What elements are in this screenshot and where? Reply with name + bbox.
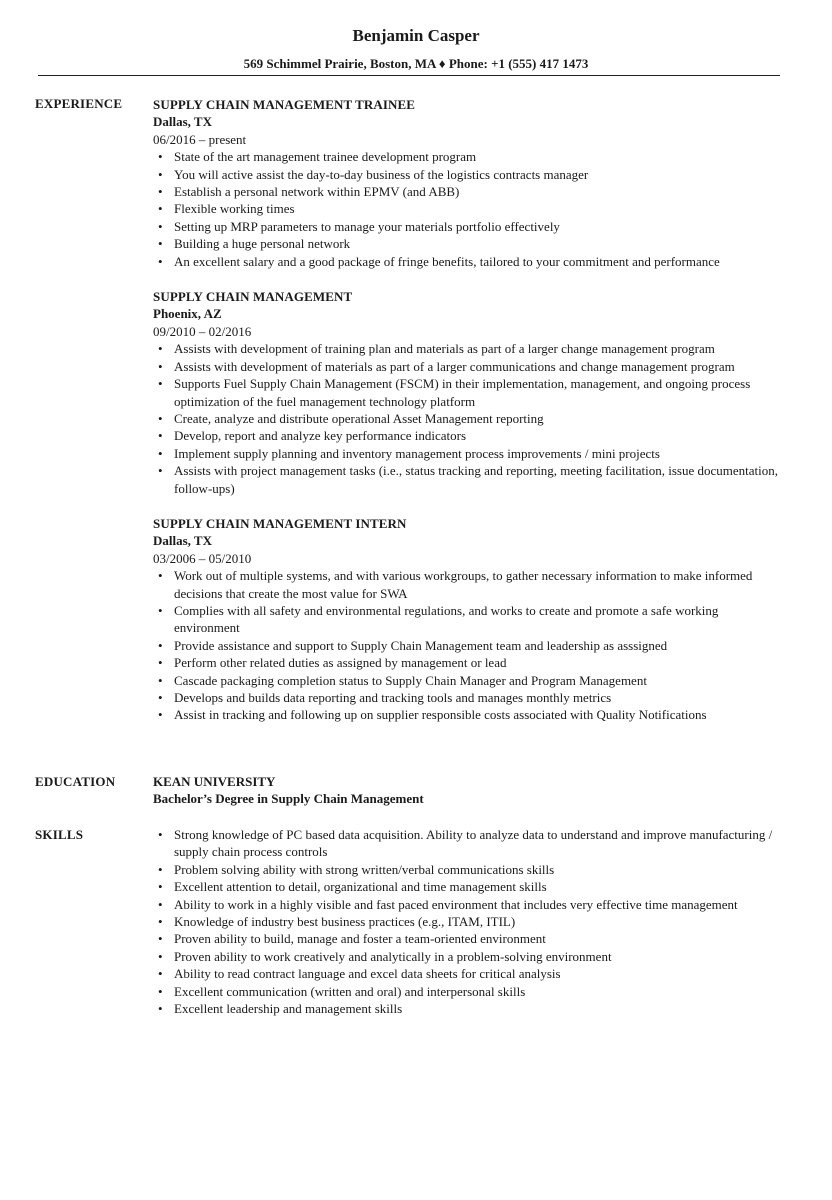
bullet-icon: • [158, 879, 163, 895]
list-item: • Work out of multiple systems, and with various workgroups, to gather necessary information to make informed decisions that create the most value for SWA [158, 568, 753, 601]
bullet-icon: • [158, 672, 163, 688]
list-item: • Flexible working times [158, 201, 295, 217]
bullet-icon: • [158, 914, 163, 930]
bullet-icon: • [158, 827, 163, 842]
contact-line: 569 Schimmel Prairie, Boston, MA ♦ Phone: +1 (555) 417 1473 [243, 56, 589, 71]
job-location: Dallas, TX [153, 533, 212, 549]
job-title: SUPPLY CHAIN MANAGEMENT INTERN [153, 515, 407, 531]
job-title: SUPPLY CHAIN MANAGEMENT TRAINEE [153, 97, 416, 112]
list-item: • Excellent leadership and management skills [158, 1001, 403, 1017]
list-item: • Create, analyze and distribute operational Asset Management reporting [158, 410, 544, 426]
education-heading: EDUCATION [35, 774, 116, 789]
list-item: • Implement supply planning and inventory management process improvements / mini projects [158, 445, 660, 461]
list-item: • Assists with project management tasks (i.e., status tracking and reporting, meeting facilitation, issue documentation, follow-ups) [158, 463, 778, 496]
bullet-icon: • [158, 463, 163, 479]
list-item: • Setting up MRP parameters to manage your materials portfolio effectively [158, 218, 560, 234]
list-item: • Ability to work in a highly visible and fast paced environment that includes very effective time management [158, 896, 738, 912]
list-item: • Proven ability to build, manage and foster a team-oriented environment [158, 931, 546, 947]
header-divider [38, 75, 780, 76]
experience-heading: EXPERIENCE [35, 96, 123, 111]
bullet-icon: • [158, 184, 163, 200]
bullet-icon: • [158, 166, 163, 182]
bullet-icon: • [158, 341, 163, 357]
bullet-icon: • [158, 149, 163, 165]
list-item: • Develops and builds data reporting and tracking tools and manages monthly metrics [158, 690, 612, 705]
bullet-icon: • [158, 376, 163, 392]
list-item: • Ability to read contract language and excel data sheets for critical analysis [158, 966, 561, 982]
list-item: • Cascade packaging completion status to Supply Chain Manager and Program Management [158, 672, 647, 688]
job-dates: 06/2016 – present [153, 131, 247, 147]
job-entry [153, 96, 783, 270]
job-bullets [153, 567, 783, 724]
bullet-icon: • [158, 983, 163, 999]
degree: Bachelor’s Degree in Supply Chain Management [153, 791, 424, 807]
bullet-icon: • [158, 218, 163, 234]
list-item: • Knowledge of industry best business practices (e.g., ITAM, ITIL) [158, 914, 516, 930]
bullet-icon: • [158, 410, 163, 426]
bullet-icon: • [158, 931, 163, 947]
list-item: • Complies with all safety and environmental regulations, and works to create and promote a safe working environment [158, 602, 719, 636]
list-item: • Assist in tracking and following up on supplier responsible costs associated with Quality Notifications [158, 707, 707, 723]
job-bullets [153, 148, 783, 270]
list-item: • State of the art management trainee development program [158, 149, 477, 165]
bullet-icon: • [158, 445, 163, 461]
bullet-icon: • [158, 861, 163, 877]
list-item: • Excellent communication (written and oral) and interpersonal skills [158, 983, 526, 999]
bullet-icon: • [158, 948, 163, 964]
experience-body [153, 96, 783, 724]
bullet-icon: • [158, 1001, 163, 1017]
list-item: • You will active assist the day-to-day business of the logistics contracts manager [158, 166, 589, 182]
job-entry [153, 288, 783, 497]
bullet-icon: • [158, 690, 163, 705]
candidate-name: Benjamin Casper [352, 26, 480, 45]
list-item: • Proven ability to work creatively and analytically in a problem-solving environment [158, 948, 612, 964]
bullet-icon: • [158, 655, 163, 671]
list-item: • An excellent salary and a good package of fringe benefits, tailored to your commitment and performance [158, 253, 720, 269]
list-item: • Strong knowledge of PC based data acquisition. Ability to analyze data to understand and improve manufacturing / supply chain process controls [158, 827, 773, 860]
list-item: • Problem solving ability with strong written/verbal communications skills [158, 861, 555, 877]
list-item: • Assists with development of training plan and materials as part of a larger change management program [158, 341, 715, 357]
job-location: Dallas, TX [153, 114, 212, 130]
bullet-icon: • [158, 637, 163, 653]
bullet-icon: • [158, 707, 163, 723]
list-item: • Develop, report and analyze key performance indicators [158, 428, 467, 444]
list-item: • Provide assistance and support to Supply Chain Management team and leadership as asssigned [158, 637, 668, 653]
list-item: • Perform other related duties as assigned by management or lead [158, 655, 507, 671]
list-item: • Assists with development of materials as part of a larger communications and change management program [158, 358, 735, 374]
bullet-icon: • [158, 236, 163, 252]
bullet-icon: • [158, 253, 163, 269]
bullet-icon: • [158, 201, 163, 217]
education-body [153, 773, 783, 808]
job-dates: 03/2006 – 05/2010 [153, 550, 252, 566]
job-bullets [153, 340, 783, 497]
bullet-icon: • [158, 896, 163, 912]
job-dates: 09/2010 – 02/2016 [153, 323, 252, 339]
bullet-icon: • [158, 428, 163, 444]
bullet-icon: • [158, 568, 163, 584]
list-item: • Establish a personal network within EPMV (and ABB) [158, 184, 460, 200]
skills-heading: SKILLS [35, 827, 84, 842]
school-name: KEAN UNIVERSITY [153, 774, 276, 789]
list-item: • Building a huge personal network [158, 236, 351, 252]
list-item: • Supports Fuel Supply Chain Management (FSCM) in their implementation, management, and ongoing process optimization of the fuel management technology platform [158, 376, 751, 409]
job-location: Phoenix, AZ [153, 306, 222, 322]
job-entry [153, 515, 783, 724]
list-item: • Excellent attention to detail, organizational and time management skills [158, 879, 547, 895]
job-title: SUPPLY CHAIN MANAGEMENT [153, 289, 353, 305]
skills-list [153, 826, 783, 1017]
bullet-icon: • [158, 358, 163, 374]
bullet-icon: • [158, 966, 163, 982]
skills-body [153, 826, 783, 1017]
bullet-icon: • [158, 602, 163, 618]
